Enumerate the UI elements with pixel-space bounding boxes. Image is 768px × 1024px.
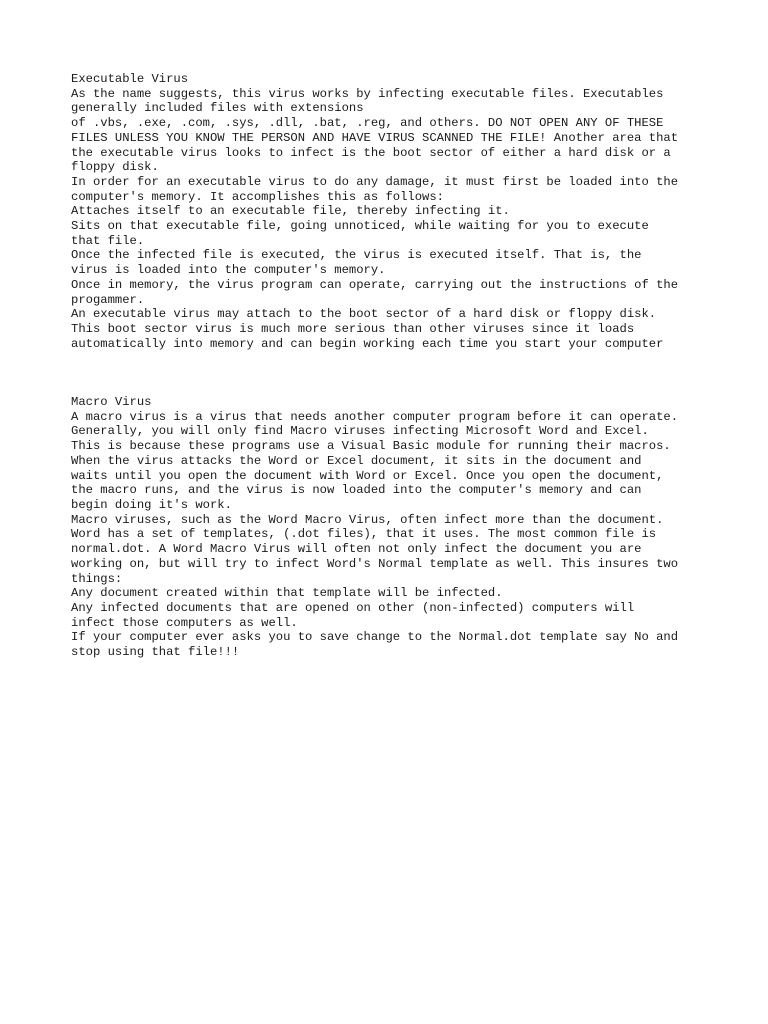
text-line: When the virus attacks the Word or Excel document, it sits in the document and xyxy=(71,453,642,468)
text-line: Macro viruses, such as the Word Macro Virus, often infect more than the document. xyxy=(71,512,664,527)
text-line: If your computer ever asks you to save change to the Normal.dot template say No and xyxy=(71,630,679,645)
text-line: virus is loaded into the computer's memory. xyxy=(71,263,386,278)
text-line: floppy disk. xyxy=(71,160,159,175)
section-title: Executable Virus xyxy=(71,72,189,86)
text-line xyxy=(71,351,711,366)
text-line: In order for an executable virus to do any damage, it must first be loaded into the xyxy=(71,174,679,189)
section-macro-virus xyxy=(71,395,711,660)
text-line: Sits on that executable file, going unnoticed, while waiting for you to execute xyxy=(71,219,649,234)
text-line: Generally, you will only find Macro viruses infecting Microsoft Word and Excel. xyxy=(71,424,649,439)
text-line: infect those computers as well. xyxy=(71,615,298,630)
text-line: automatically into memory and can begin working each time you start your computer xyxy=(71,336,664,351)
text-line: Any document created within that template will be infected. xyxy=(71,586,503,601)
text-line: the executable virus looks to infect is the boot sector of either a hard disk or a xyxy=(71,145,671,160)
text-line: Attaches itself to an executable file, thereby infecting it. xyxy=(71,204,510,219)
text-line: things: xyxy=(71,571,123,586)
text-line: computer's memory. It accomplishes this as follows: xyxy=(71,189,444,204)
section-title: Macro Virus xyxy=(71,395,152,410)
text-line: stop using that file!!! xyxy=(71,645,240,660)
text-line: An executable virus may attach to the boot sector of a hard disk or floppy disk. xyxy=(71,307,657,322)
text-line: that file. xyxy=(71,233,145,248)
text-line: Any infected documents that are opened on other (non-infected) computers will xyxy=(71,600,635,615)
text-line: the macro runs, and the virus is now loaded into the computer's memory and can xyxy=(71,483,642,498)
text-line: working on, but will try to infect Word's Normal template as well. This insures two xyxy=(71,556,679,571)
document-page xyxy=(71,72,711,660)
text-line: progammer. xyxy=(71,292,145,307)
text-line: FILES UNLESS YOU KNOW THE PERSON AND HAVE VIRUS SCANNED THE FILE! Another area that xyxy=(71,130,679,145)
text-line: A macro virus is a virus that needs another computer program before it can operate. xyxy=(71,409,679,424)
text-line: Once in memory, the virus program can operate, carrying out the instructions of the xyxy=(71,277,679,292)
text-line: This is because these programs use a Visual Basic module for running their macros. xyxy=(71,439,671,454)
text-line: As the name suggests, this virus works by infecting executable files. Executables xyxy=(71,86,664,101)
text-line: This boot sector virus is much more serious than other viruses since it loads xyxy=(71,321,635,336)
text-line: normal.dot. A Word Macro Virus will often not only infect the document you are xyxy=(71,542,642,557)
section-executable-virus xyxy=(71,72,711,366)
text-line: Once the infected file is executed, the virus is executed itself. That is, the xyxy=(71,248,642,263)
text-line: of .vbs, .exe, .com, .sys, .dll, .bat, .reg, and others. DO NOT OPEN ANY OF THESE xyxy=(71,116,664,131)
text-line: begin doing it's work. xyxy=(71,497,232,512)
text-line: waits until you open the document with Word or Excel. Once you open the document, xyxy=(71,468,664,483)
text-line: generally included files with extensions xyxy=(71,101,364,116)
text-line: Word has a set of templates, (.dot files), that it uses. The most common file is xyxy=(71,527,657,542)
